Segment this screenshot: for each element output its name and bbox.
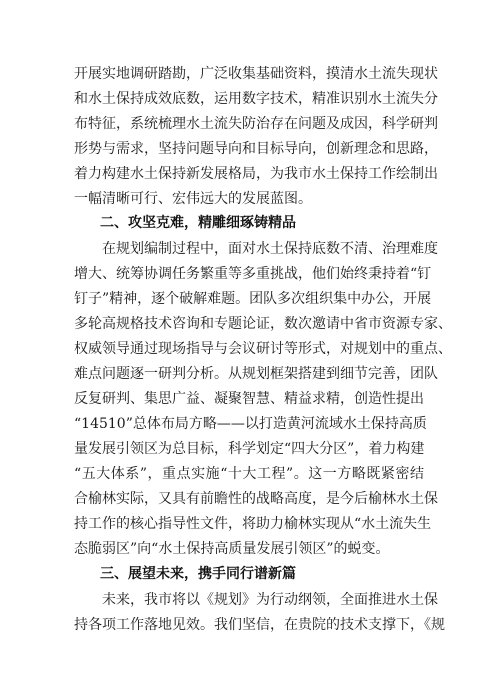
text-line: 多轮高规格技术咨询和专题论证，数次邀请中省市资源专家、	[74, 316, 452, 332]
section-heading-2: 二、攻坚克难，精雕细琢铸精品	[100, 215, 296, 231]
text-line: 和水土保持成效底数，运用数字技术，精准识别水土流失分	[74, 91, 438, 107]
text-line: 布特征，系统梳理水土流失防治存在问题及成因，科学研判	[74, 116, 438, 132]
text-line: 持各项工作落地见效。我们坚信，在贵院的技术支撑下，《规	[74, 617, 445, 633]
text-line: 量发展引领区为总目标，科学划定“四大分区”，着力构建	[74, 441, 425, 457]
text-line: “五大体系”，重点实施“十大工程”。这一方略既紧密结	[74, 466, 424, 482]
text-line: 形势与需求，坚持问题导向和目标导向，创新理念和思路，	[74, 141, 438, 157]
section-heading-3: 三、展望未来，携手同行谱新篇	[100, 566, 296, 582]
text-line: 一幅清晰可行、宏伟远大的发展蓝图。	[74, 191, 312, 207]
text-line: 合榆林实际，又具有前瞻性的战略高度，是今后榆林水土保	[74, 491, 438, 507]
text-line: 未来，我市将以《规划》为行动纲领，全面推进水土保	[102, 592, 438, 608]
text-line: 权威领导通过现场指导与会议研讨等形式，对规划中的重点、	[74, 341, 452, 357]
text-line: 开展实地调研踏勘，广泛收集基础资料，摸清水土流失现状	[74, 66, 438, 82]
text-line: 着力构建水土保持新发展格局，为我市水土保持工作绘制出	[74, 166, 438, 182]
text-line: 态脆弱区”向“水土保持高质量发展引领区”的蜕变。	[74, 541, 390, 557]
text-line: 难点问题逐一研判分析。从规划框架搭建到细节完善，团队	[74, 366, 438, 382]
text-line: 在规划编制过程中，面对水土保持底数不清、治理难度	[102, 241, 438, 257]
text-line: 持工作的核心指导性文件，将助力榆林实现从“水土流失生	[74, 516, 432, 532]
text-line: 增大、统筹协调任务繁重等多重挑战，他们始终秉持着“钉	[74, 266, 432, 282]
text-line: 钉子”精神，逐个破解难题。团队多次组织集中办公，开展	[74, 291, 432, 307]
text-line: “14510”总体布局方略——以打造黄河流域水土保持高质	[74, 416, 427, 432]
text-line: 反复研判、集思广益、凝聚智慧、精益求精，创造性提出	[74, 391, 424, 407]
